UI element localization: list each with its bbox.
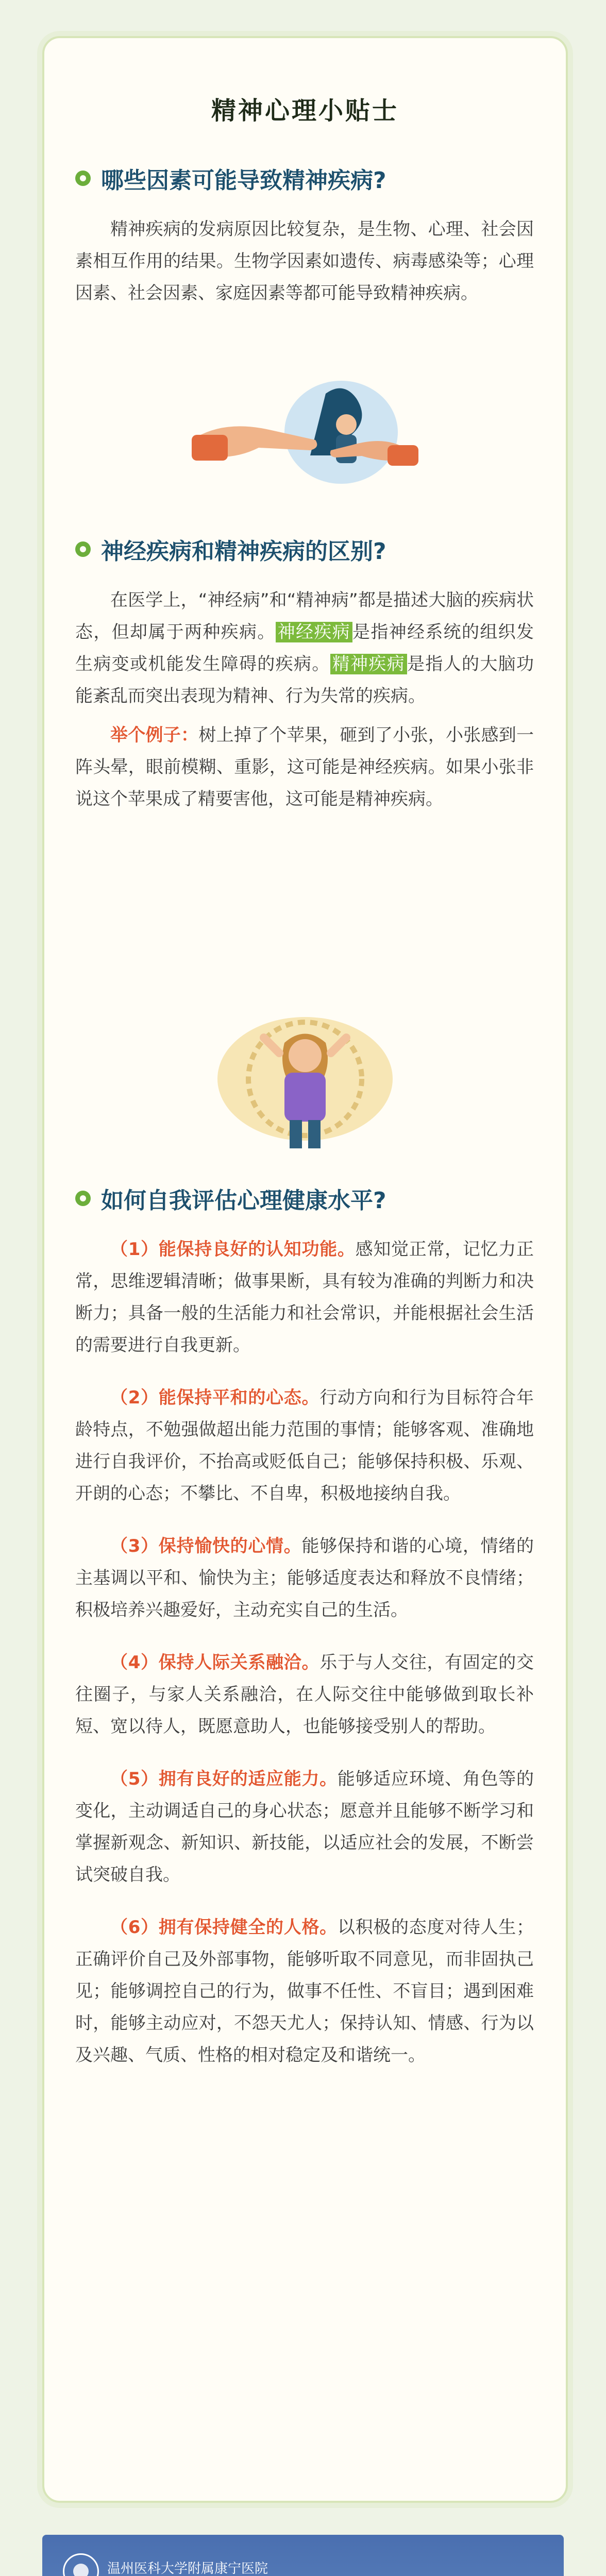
item-label: （2）能保持平和的心态。: [110, 1387, 320, 1408]
bullet-icon: [75, 1191, 91, 1206]
example-label: 举个例子：: [110, 725, 199, 745]
section-question: 如何自我评估心理健康水平?: [101, 1188, 386, 1214]
item-label: （3）保持愉快的心情。: [110, 1536, 302, 1556]
section-heading: [75, 533, 534, 566]
hospital-logo: [63, 2553, 320, 2576]
assessment-item: [75, 1233, 534, 1361]
paragraph-text: 是指神经系统的组织发生病变或机能发生障碍的疾病。: [75, 622, 534, 674]
assessment-item: [75, 1530, 534, 1626]
item-label: （6）拥有保持健全的人格。: [110, 1917, 338, 1938]
highlight-neuro: 神经疾病: [276, 622, 352, 642]
highlight-mental: 精神疾病: [330, 654, 407, 674]
section-question: 神经疾病和精神疾病的区别?: [101, 538, 386, 565]
hospital-emblem-icon: [63, 2553, 99, 2576]
paragraph-text: 是指人的大脑功能紊乱而突出表现为精神、行为失常的疾病。: [75, 654, 534, 706]
item-label: （1）能保持良好的认知功能。: [110, 1239, 356, 1260]
item-label: （4）保持人际关系融洽。: [110, 1652, 320, 1673]
paragraph-text: 在医学上，“神经病”和“精神病”都是描述大脑的疾病状态，但却属于两种疾病。: [75, 590, 534, 642]
section-question: 哪些因素可能导致精神疾病?: [101, 167, 386, 194]
item-text: 能够保持和谐的心境，情绪的主基调以平和、愉快为主；能够适度表达和释放不良情绪；积极培养兴趣爱好，主动充实自己的生活。: [75, 1536, 534, 1620]
mental-health-day-poster: [42, 2535, 564, 2576]
item-text: 以积极的态度对待人生；正确评价自己及外部事物，能够听取不同意见，而非固执己见；能够调控自己的行为，做事不任性、不盲目；遇到困难时，能够主动应对，不怨天尤人；保持认知、情感、行为以及兴趣、气质、性格的相对稳定及和谐统一。: [75, 1917, 534, 2065]
item-label: （5）拥有良好的适应能力。: [110, 1769, 338, 1789]
assessment-item: [75, 1647, 534, 1742]
assessment-item: [75, 1911, 534, 2071]
item-text: 行动方向和行为目标符合年龄特点，不勉强做超出能力范围的事情；能够客观、准确地进行自我评价，不抬高或贬低自己；能够保持积极、乐观、开朗的心态；不攀比、不自卑，积极地接纳自我。: [75, 1387, 534, 1504]
section-self-assessment: [75, 1182, 534, 2071]
section-heading: [75, 1182, 534, 1215]
section-difference: [75, 533, 534, 815]
item-text: 乐于与人交往，有固定的交往圈子，与家人关系融洽，在人际交往中能够做到取长补短、宽以待人，既愿意助人，也能够接受别人的帮助。: [75, 1652, 534, 1737]
example-paragraph: [75, 719, 534, 815]
section-paragraph: 精神疾病的发病原因比较复杂，是生物、心理、社会因素相互作用的结果。生物学因素如遗传、病毒感染等；心理因素、社会因素、家庭因素等都可能导致精神疾病。: [75, 219, 534, 303]
stressed-woman-illustration: [44, 1007, 566, 1156]
bullet-icon: [75, 171, 91, 186]
assessment-item: [75, 1382, 534, 1510]
helping-hands-illustration: [44, 363, 566, 492]
section-paragraph: [75, 584, 534, 712]
assessment-item: [75, 1763, 534, 1891]
hospital-name: 温州医科大学附属康宁医院: [107, 2561, 268, 2576]
item-text: 感知觉正常，记忆力正常，思维逻辑清晰；做事果断，具有较为准确的判断力和决断力；具备一般的生活能力和社会常识，并能根据社会生活的需要进行自我更新。: [75, 1239, 534, 1355]
example-text: 树上掉了个苹果，砸到了小张，小张感到一阵头晕，眼前模糊、重影，这可能是神经疾病。如果小张非说这个苹果成了精要害他，这可能是精神疾病。: [75, 725, 534, 809]
item-text: 能够适应环境、角色等的变化，主动调适自己的身心状态；愿意并且能够不断学习和掌握新观念、新知识、新技能，以适应社会的发展，不断尝试突破自我。: [75, 1769, 534, 1885]
tips-card: [42, 36, 568, 2503]
bullet-icon: [75, 541, 91, 557]
section-heading: [75, 162, 534, 195]
title-area: [44, 81, 566, 135]
section-causes: [75, 162, 534, 309]
page-title: 精神心理小贴士: [178, 81, 432, 135]
